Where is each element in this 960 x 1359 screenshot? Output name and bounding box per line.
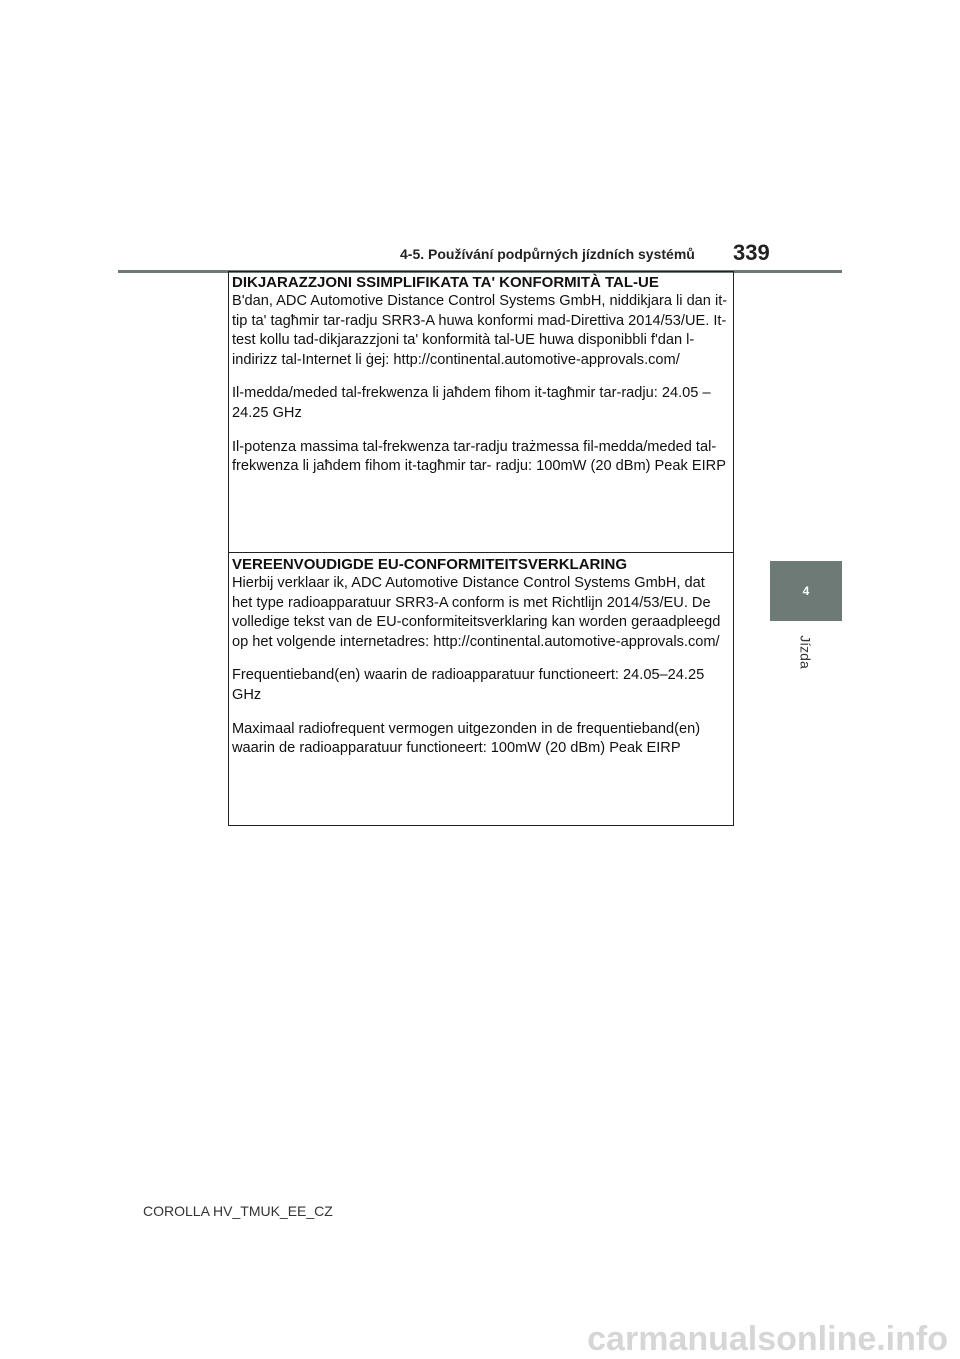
chapter-label	[796, 632, 816, 672]
declaration-title: DIKJARAZZJONI SSIMPLIFIKATA TA' KONFORMITÀ TAL-UE	[232, 274, 659, 291]
declaration-paragraph: Frequentieband(en) waarin de radioapparatuur functioneert: 24.05–24.25 GHz	[232, 667, 705, 703]
declaration-paragraph: Hierbij verklaar ik, ADC Automotive Distance Control Systems GmbH, dat het type radioapparatuur SRR3-A conform is met Richtlijn 2014/53/EU. De volledige tekst van de EU-conformiteitsverklaring kan worden geraadpleegd op het volgende internetadres: http://continental.automotive-approvals.com/	[232, 575, 721, 650]
declaration-maltese	[229, 272, 733, 552]
declaration-box	[228, 271, 734, 826]
watermark: carmanualsonline.info	[587, 1320, 948, 1358]
declaration-title: VEREENVOUDIGDE EU-CONFORMITEITSVERKLARING	[232, 556, 628, 573]
chapter-tab	[770, 561, 842, 621]
chapter-label-text: Jízda	[798, 635, 814, 669]
page-number: 339	[733, 240, 770, 265]
document-code: COROLLA HV_TMUK_EE_CZ	[143, 1203, 333, 1219]
declaration-paragraph: Il-medda/meded tal-frekwenza li jaħdem fihom it-tagħmir tar-radju: 24.05 –24.25 GHz	[232, 385, 711, 421]
header-section-title: 4-5. Používání podpůrných jízdních systémů	[400, 246, 695, 262]
declaration-paragraph: Maximaal radiofrequent vermogen uitgezonden in de frequentieband(en) waarin de radioapparatuur functioneert: 100mW (20 dBm) Peak EIRP	[232, 720, 701, 757]
chapter-tab-number: 4	[802, 584, 810, 598]
declaration-paragraph: B'dan, ADC Automotive Distance Control Systems GmbH, niddikjara li dan it-tip ta' tagħmir tar-radju SRR3-A huwa konformi mad-Direttiva 2014/53/UE. It-test kollu tad-dikjarazzjoni ta' konformità tal-UE huwa disponibbli f'dan l-indirizz tal-Internet li ġej: http://continental.automotive-approvals.com/	[232, 293, 728, 368]
declaration-dutch	[229, 552, 733, 825]
declaration-paragraph: Il-potenza massima tal-frekwenza tar-radju trażmessa fil-medda/meded tal-frekwenza li jaħdem fihom it-tagħmir tar- radju: 100mW (20 dBm) Peak EIRP	[232, 438, 726, 475]
